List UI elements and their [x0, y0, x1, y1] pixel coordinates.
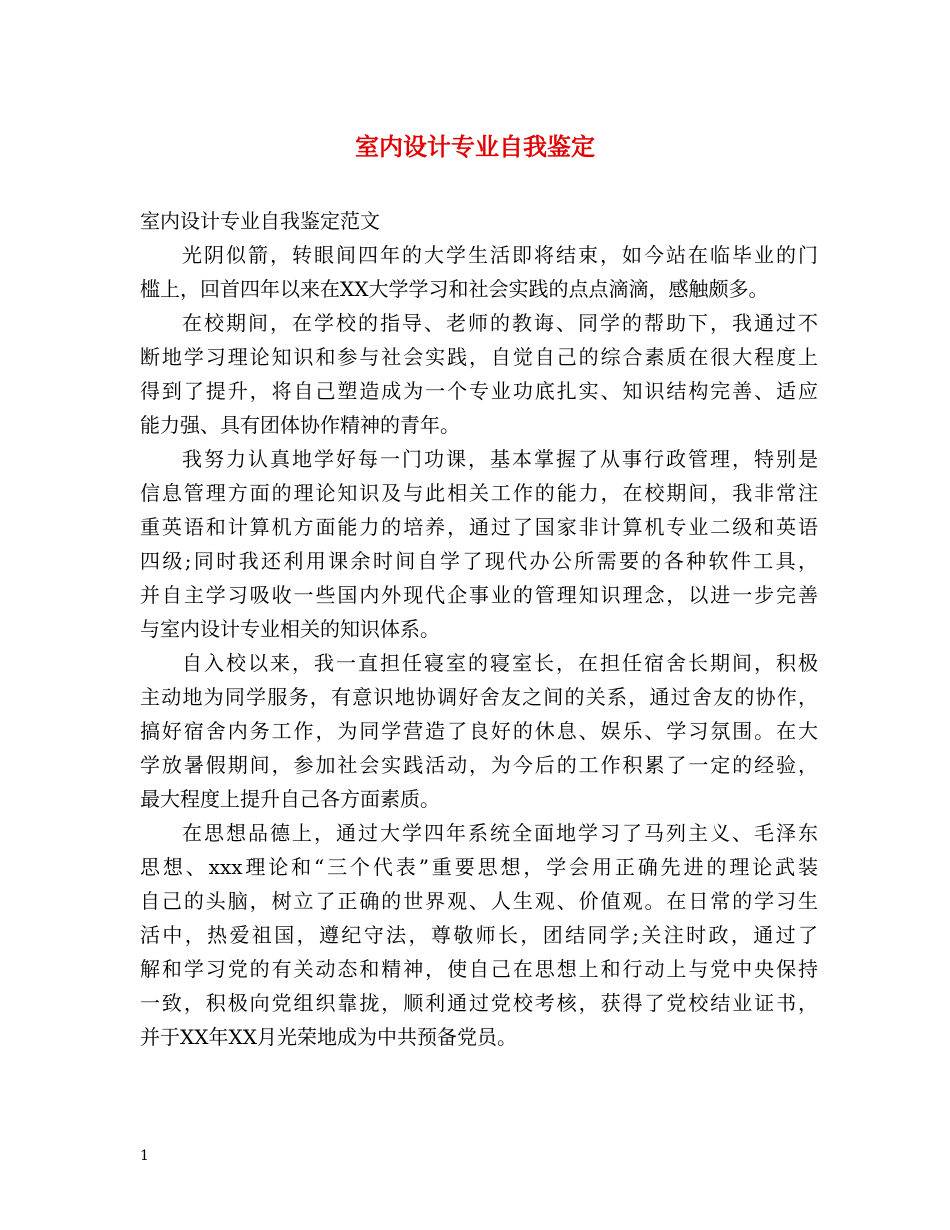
paragraph-line: 我努力认真地学好每一门功课，基本掌握了从事行政管理，特别是 — [182, 447, 818, 471]
paragraph-line: 自己的头脑，树立了正确的世界观、人生观、价值观。在日常的学习生 — [140, 889, 818, 913]
paragraph-line: 与室内设计专业相关的知识体系。 — [140, 617, 440, 641]
paragraph-line: 光阴似箭，转眼间四年的大学生活即将结束，如今站在临毕业的门 — [182, 243, 818, 267]
paragraph-line: 四级;同时我还利用课余时间自学了现代办公所需要的各种软件工具， — [140, 549, 818, 573]
paragraph-line: 在思想品德上，通过大学四年系统全面地学习了马列主义、毛泽东 — [182, 821, 818, 845]
paragraph — [140, 238, 818, 306]
paragraph-line: 得到了提升，将自己塑造成为一个专业功底扎实、知识结构完善、适应 — [140, 379, 818, 403]
paragraph-line: 并于XX年XX月光荣地成为中共预备党员。 — [140, 1025, 517, 1049]
paragraph-line: 学放暑假期间，参加社会实践活动，为今后的工作积累了一定的经验， — [140, 753, 818, 777]
paragraph-line: 信息管理方面的理论知识及与此相关工作的能力，在校期间，我非常注 — [140, 481, 818, 505]
paragraph-line: 最大程度上提升自己各方面素质。 — [140, 787, 440, 811]
document-title: 室内设计专业自我鉴定 — [355, 132, 595, 161]
paragraph-line: 活中，热爱祖国，遵纪守法，尊敬师长，团结同学;关注时政，通过了 — [140, 923, 818, 947]
paragraph-line: 思想、xxx理论和“三个代表”重要思想，学会用正确先进的理论武装 — [140, 855, 818, 879]
paragraph-line: 解和学习党的有关动态和精神，使自己在思想上和行动上与党中央保持 — [140, 957, 818, 981]
paragraph-line: 自入校以来，我一直担任寝室的寝室长，在担任宿舍长期间，积极 — [182, 651, 818, 675]
paragraph-line: 主动地为同学服务，有意识地协调好舍友之间的关系，通过舍友的协作， — [140, 685, 818, 709]
paragraph-line: 一致，积极向党组织靠拢，顺利通过党校考核，获得了党校结业证书， — [140, 991, 818, 1015]
paragraph-line: 在校期间，在学校的指导、老师的教诲、同学的帮助下，我通过不 — [182, 311, 818, 335]
paragraph — [140, 816, 818, 1054]
document-body — [140, 238, 818, 1054]
page-number: 1 — [140, 1148, 149, 1164]
document-subtitle: 室内设计专业自我鉴定范文 — [140, 209, 380, 233]
paragraph — [140, 306, 818, 442]
paragraph — [140, 646, 818, 816]
paragraph-line: 搞好宿舍内务工作，为同学营造了良好的休息、娱乐、学习氛围。在大 — [140, 719, 818, 743]
paragraph — [140, 442, 818, 646]
paragraph-line: 能力强、具有团体协作精神的青年。 — [140, 413, 460, 437]
paragraph-line: 断地学习理论知识和参与社会实践，自觉自己的综合素质在很大程度上 — [140, 345, 818, 369]
paragraph-line: 重英语和计算机方面能力的培养，通过了国家非计算机专业二级和英语 — [140, 515, 818, 539]
paragraph-line: 并自主学习吸收一些国内外现代企事业的管理知识理念，以进一步完善 — [140, 583, 818, 607]
paragraph-line: 槛上，回首四年以来在XX大学学习和社会实践的点点滴滴，感触颇多。 — [140, 277, 769, 301]
